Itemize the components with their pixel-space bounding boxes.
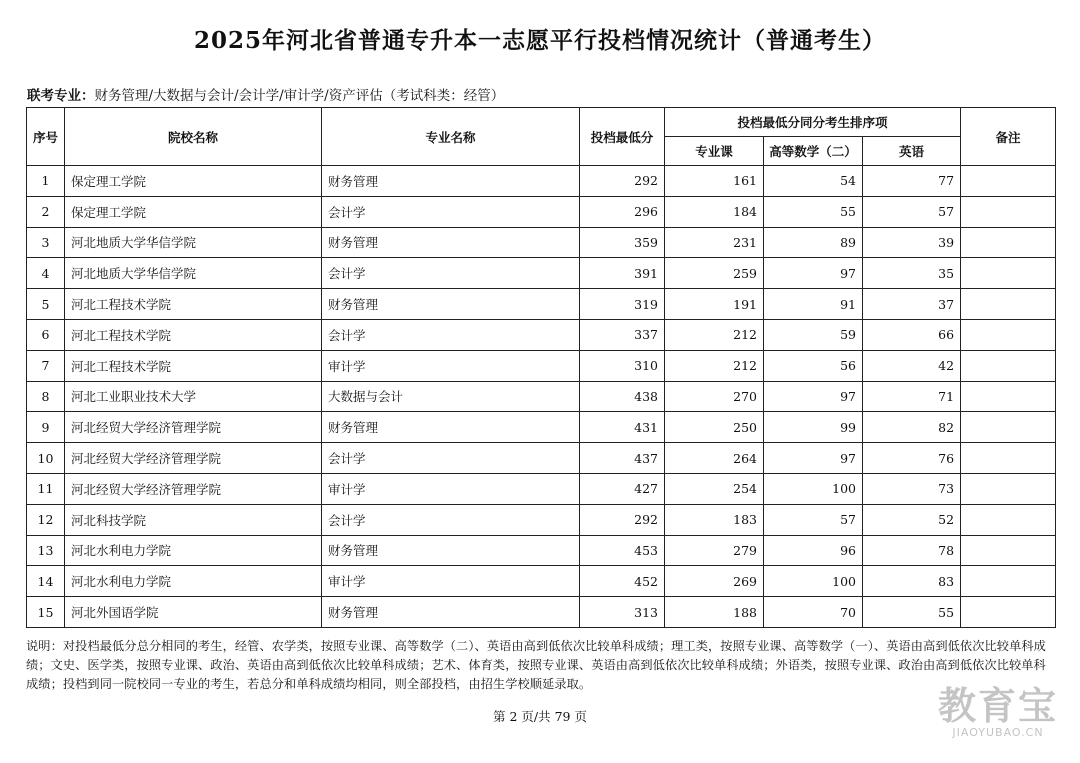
watermark <box>938 686 1058 739</box>
header-min-score: 投档最低分 <box>580 108 665 166</box>
cell-remark <box>961 289 1056 320</box>
cell-min-score: 431 <box>580 412 665 443</box>
cell-major: 会计学 <box>322 258 580 289</box>
cell-english: 39 <box>863 227 961 258</box>
cell-index: 13 <box>27 535 65 566</box>
cell-professional: 264 <box>665 443 764 474</box>
cell-index: 11 <box>27 473 65 504</box>
table-row <box>27 473 1056 504</box>
cell-school: 河北地质大学华信学院 <box>65 227 322 258</box>
cell-remark <box>961 504 1056 535</box>
cell-index: 4 <box>27 258 65 289</box>
cell-school: 河北经贸大学经济管理学院 <box>65 412 322 443</box>
cell-math: 97 <box>764 381 863 412</box>
cell-remark <box>961 350 1056 381</box>
admission-table <box>26 107 1056 628</box>
cell-index: 2 <box>27 196 65 227</box>
cell-remark <box>961 166 1056 197</box>
header-remark: 备注 <box>961 108 1056 166</box>
cell-major: 大数据与会计 <box>322 381 580 412</box>
cell-school: 保定理工学院 <box>65 196 322 227</box>
cell-major: 会计学 <box>322 319 580 350</box>
table-row <box>27 258 1056 289</box>
cell-min-score: 292 <box>580 504 665 535</box>
cell-school: 河北经贸大学经济管理学院 <box>65 443 322 474</box>
table-row <box>27 166 1056 197</box>
cell-school: 河北外国语学院 <box>65 597 322 628</box>
cell-major: 会计学 <box>322 196 580 227</box>
cell-professional: 259 <box>665 258 764 289</box>
cell-min-score: 438 <box>580 381 665 412</box>
cell-min-score: 427 <box>580 473 665 504</box>
cell-professional: 191 <box>665 289 764 320</box>
cell-school: 河北水利电力学院 <box>65 535 322 566</box>
cell-index: 10 <box>27 443 65 474</box>
cell-professional: 231 <box>665 227 764 258</box>
cell-english: 76 <box>863 443 961 474</box>
cell-english: 35 <box>863 258 961 289</box>
cell-school: 河北工程技术学院 <box>65 350 322 381</box>
header-math: 高等数学（二） <box>764 137 863 166</box>
table-row <box>27 381 1056 412</box>
cell-school: 河北经贸大学经济管理学院 <box>65 473 322 504</box>
cell-remark <box>961 473 1056 504</box>
subject-line <box>27 84 504 104</box>
cell-professional: 269 <box>665 566 764 597</box>
header-tiebreak-group: 投档最低分同分考生排序项 <box>665 108 961 137</box>
cell-remark <box>961 381 1056 412</box>
cell-professional: 184 <box>665 196 764 227</box>
cell-school: 河北工程技术学院 <box>65 319 322 350</box>
cell-major: 会计学 <box>322 443 580 474</box>
table-row <box>27 196 1056 227</box>
cell-min-score: 453 <box>580 535 665 566</box>
cell-min-score: 310 <box>580 350 665 381</box>
table-row <box>27 504 1056 535</box>
cell-professional: 279 <box>665 535 764 566</box>
table-row <box>27 319 1056 350</box>
cell-index: 12 <box>27 504 65 535</box>
table-row <box>27 289 1056 320</box>
cell-english: 66 <box>863 319 961 350</box>
cell-remark <box>961 196 1056 227</box>
cell-math: 56 <box>764 350 863 381</box>
cell-index: 6 <box>27 319 65 350</box>
cell-min-score: 359 <box>580 227 665 258</box>
cell-math: 54 <box>764 166 863 197</box>
table-row <box>27 350 1056 381</box>
header-major: 专业名称 <box>322 108 580 166</box>
cell-major: 财务管理 <box>322 535 580 566</box>
cell-english: 78 <box>863 535 961 566</box>
cell-professional: 254 <box>665 473 764 504</box>
cell-remark <box>961 535 1056 566</box>
cell-index: 14 <box>27 566 65 597</box>
watermark-logo: 教育宝 <box>937 684 1058 728</box>
cell-math: 96 <box>764 535 863 566</box>
cell-english: 82 <box>863 412 961 443</box>
cell-english: 77 <box>863 166 961 197</box>
cell-professional: 161 <box>665 166 764 197</box>
page-number: 第 2 页/共 79 页 <box>493 709 587 724</box>
table-row <box>27 412 1056 443</box>
cell-english: 57 <box>863 196 961 227</box>
cell-min-score: 319 <box>580 289 665 320</box>
document-title: 2025年河北省普通专升本一志愿平行投档情况统计（普通考生） <box>193 27 886 54</box>
cell-english: 52 <box>863 504 961 535</box>
cell-math: 57 <box>764 504 863 535</box>
cell-math: 97 <box>764 443 863 474</box>
cell-school: 河北地质大学华信学院 <box>65 258 322 289</box>
cell-math: 99 <box>764 412 863 443</box>
cell-major: 财务管理 <box>322 412 580 443</box>
cell-math: 55 <box>764 196 863 227</box>
cell-min-score: 437 <box>580 443 665 474</box>
cell-major: 财务管理 <box>322 597 580 628</box>
cell-english: 83 <box>863 566 961 597</box>
cell-remark <box>961 443 1056 474</box>
cell-professional: 250 <box>665 412 764 443</box>
cell-min-score: 452 <box>580 566 665 597</box>
table-header-row-1 <box>27 108 1056 137</box>
header-index: 序号 <box>27 108 65 166</box>
cell-remark <box>961 412 1056 443</box>
cell-school: 保定理工学院 <box>65 166 322 197</box>
cell-index: 15 <box>27 597 65 628</box>
cell-major: 财务管理 <box>322 166 580 197</box>
watermark-url: JIAOYUBAO.CN <box>952 726 1044 739</box>
cell-major: 审计学 <box>322 566 580 597</box>
cell-english: 71 <box>863 381 961 412</box>
cell-remark <box>961 319 1056 350</box>
table-row <box>27 597 1056 628</box>
cell-remark <box>961 597 1056 628</box>
cell-school: 河北科技学院 <box>65 504 322 535</box>
cell-math: 100 <box>764 473 863 504</box>
cell-index: 5 <box>27 289 65 320</box>
cell-math: 97 <box>764 258 863 289</box>
cell-english: 73 <box>863 473 961 504</box>
cell-math: 91 <box>764 289 863 320</box>
table-row <box>27 566 1056 597</box>
cell-major: 审计学 <box>322 473 580 504</box>
cell-major: 财务管理 <box>322 289 580 320</box>
cell-professional: 188 <box>665 597 764 628</box>
cell-professional: 212 <box>665 319 764 350</box>
cell-min-score: 337 <box>580 319 665 350</box>
cell-professional: 270 <box>665 381 764 412</box>
cell-school: 河北水利电力学院 <box>65 566 322 597</box>
header-english: 英语 <box>863 137 961 166</box>
cell-math: 59 <box>764 319 863 350</box>
cell-english: 42 <box>863 350 961 381</box>
cell-professional: 212 <box>665 350 764 381</box>
subject-value: 财务管理/大数据与会计/会计学/审计学/资产评估（考试科类：经管） <box>94 88 505 104</box>
table-body <box>27 166 1056 628</box>
cell-english: 37 <box>863 289 961 320</box>
cell-min-score: 391 <box>580 258 665 289</box>
cell-math: 89 <box>764 227 863 258</box>
cell-remark <box>961 566 1056 597</box>
cell-school: 河北工程技术学院 <box>65 289 322 320</box>
cell-english: 55 <box>863 597 961 628</box>
table-row <box>27 535 1056 566</box>
cell-index: 3 <box>27 227 65 258</box>
header-professional: 专业课 <box>665 137 764 166</box>
cell-major: 审计学 <box>322 350 580 381</box>
cell-professional: 183 <box>665 504 764 535</box>
cell-index: 1 <box>27 166 65 197</box>
cell-major: 财务管理 <box>322 227 580 258</box>
cell-school: 河北工业职业技术大学 <box>65 381 322 412</box>
cell-min-score: 292 <box>580 166 665 197</box>
table-row <box>27 443 1056 474</box>
cell-index: 7 <box>27 350 65 381</box>
cell-math: 100 <box>764 566 863 597</box>
cell-min-score: 313 <box>580 597 665 628</box>
cell-index: 9 <box>27 412 65 443</box>
cell-index: 8 <box>27 381 65 412</box>
subject-label: 联考专业： <box>27 88 95 104</box>
cell-math: 70 <box>764 597 863 628</box>
cell-remark <box>961 227 1056 258</box>
explanation-note: 说明：对投档最低分总分相同的考生，经管、农学类，按照专业课、高等数学（二）、英语由高到低依次比较单科成绩；理工类，按照专业课、高等数学（一）、英语由高到低依次比较单科成绩；文史、医学类，按照专业课、政治、英语由高到低依次比较单科成绩；艺术、体育类，按照专业课、英语由高到低依次比较单科成绩；外语类，按照专业课、政治由高到低依次比较单科成绩；投档到同一院校同一专业的考生，若总分和单科成绩均相同，则全部投档，由招生学校顺延录取。 <box>26 639 1046 691</box>
table-row <box>27 227 1056 258</box>
cell-remark <box>961 258 1056 289</box>
header-school: 院校名称 <box>65 108 322 166</box>
cell-min-score: 296 <box>580 196 665 227</box>
cell-major: 会计学 <box>322 504 580 535</box>
